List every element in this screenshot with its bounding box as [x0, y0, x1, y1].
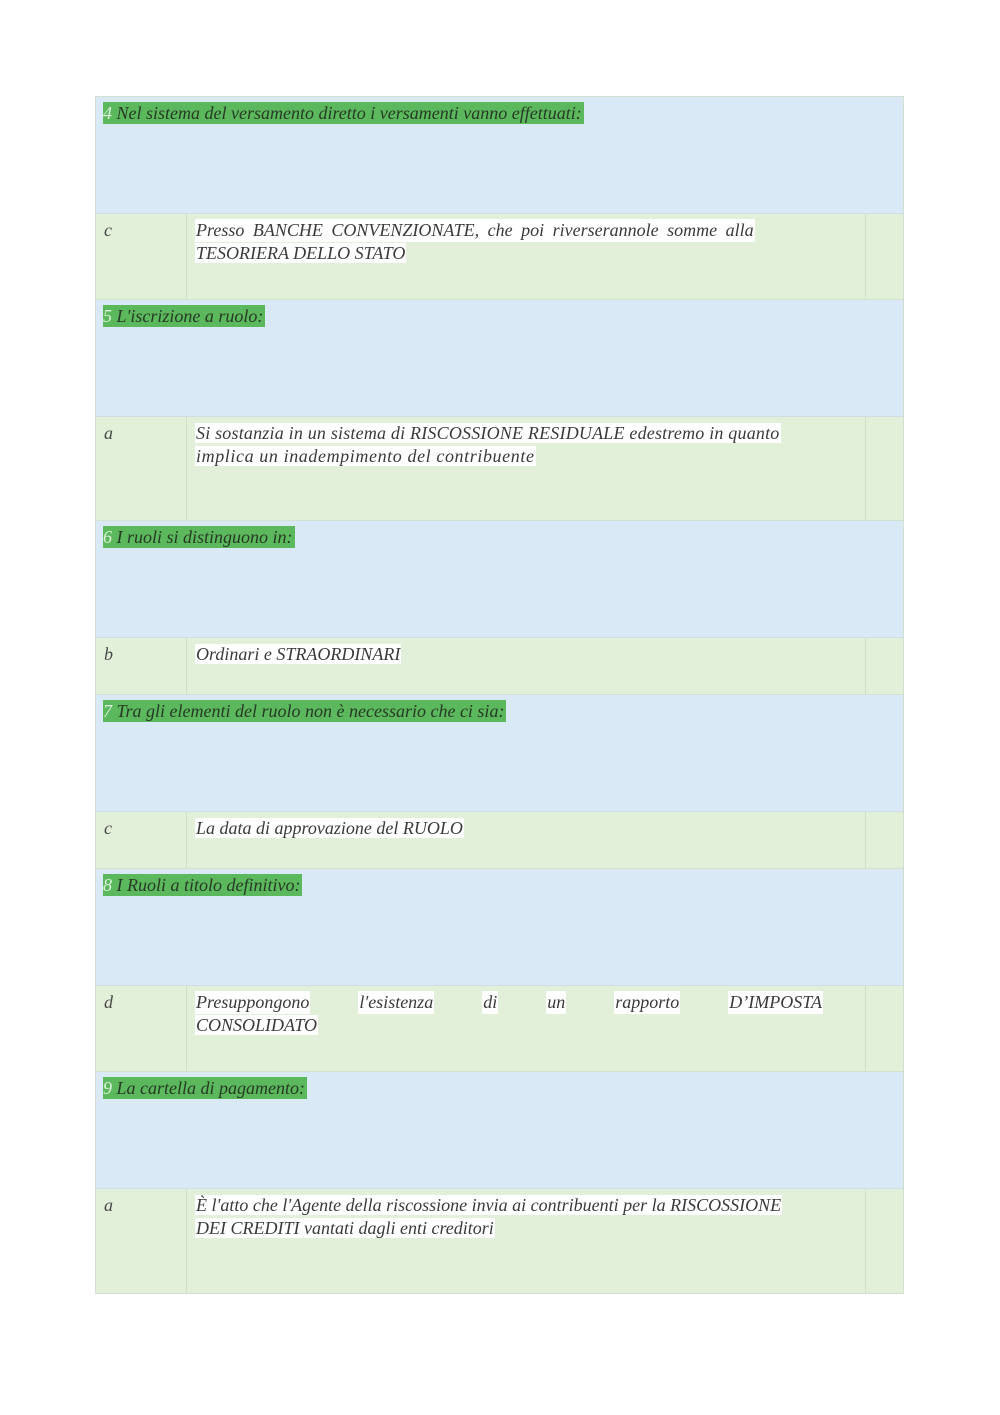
- answer-line: Presuppongono l'esistenza di un rapporto D’IMPOSTA: [196, 992, 822, 1012]
- answer-row: [96, 1189, 903, 1293]
- question-text: 5 L'iscrizione a ruolo:: [103, 306, 264, 326]
- answer-letter: b: [96, 638, 187, 694]
- answer-line: Si sostanzia in un sistema di RISCOSSIONE RESIDUALE edestremo in quanto: [196, 423, 780, 443]
- question-text: 4 Nel sistema del versamento diretto i versamenti vanno effettuati:: [103, 103, 582, 123]
- question-row: [96, 97, 903, 214]
- answer-line: Presso BANCHE CONVENZIONATE, che poi riverserannole somme alla: [196, 220, 754, 240]
- answer-line: È l'atto che l'Agente della riscossione invia ai contribuenti per la RISCOSSIONE: [196, 1195, 782, 1215]
- answer-text: [187, 812, 866, 868]
- answer-letter: a: [96, 1189, 187, 1293]
- answer-letter: c: [96, 812, 187, 868]
- question-row: [96, 869, 903, 986]
- answer-letter: c: [96, 214, 187, 299]
- answer-text: [187, 214, 866, 299]
- answer-line: CONSOLIDATO: [196, 1015, 318, 1035]
- answer-letter: d: [96, 986, 187, 1071]
- answer-text: [187, 986, 866, 1071]
- answer-line: La data di approvazione del RUOLO: [196, 818, 463, 838]
- question-text: 7 Tra gli elementi del ruolo non è necessario che ci sia:: [103, 701, 505, 721]
- question-row: [96, 300, 903, 417]
- answer-line: Ordinari e STRAORDINARI: [196, 644, 401, 664]
- quiz-table: [95, 96, 904, 1294]
- answer-text: [187, 1189, 866, 1293]
- answer-line: implica un inadempimento del contribuente: [196, 446, 535, 466]
- answer-text: [187, 638, 866, 694]
- answer-row: [96, 986, 903, 1072]
- question-text: 9 La cartella di pagamento:: [103, 1078, 305, 1098]
- question-row: [96, 521, 903, 638]
- question-text: 8 I Ruoli a titolo definitivo:: [103, 875, 301, 895]
- question-row: [96, 695, 903, 812]
- answer-line: DEI CREDITI vantati dagli enti creditori: [196, 1218, 494, 1238]
- answer-row: [96, 417, 903, 521]
- answer-letter: a: [96, 417, 187, 520]
- question-text: 6 I ruoli si distinguono in:: [103, 527, 293, 547]
- answer-row: [96, 214, 903, 300]
- answer-line: TESORIERA DELLO STATO: [196, 243, 406, 263]
- answer-row: [96, 812, 903, 869]
- answer-row: [96, 638, 903, 695]
- answer-text: [187, 417, 866, 520]
- question-row: [96, 1072, 903, 1189]
